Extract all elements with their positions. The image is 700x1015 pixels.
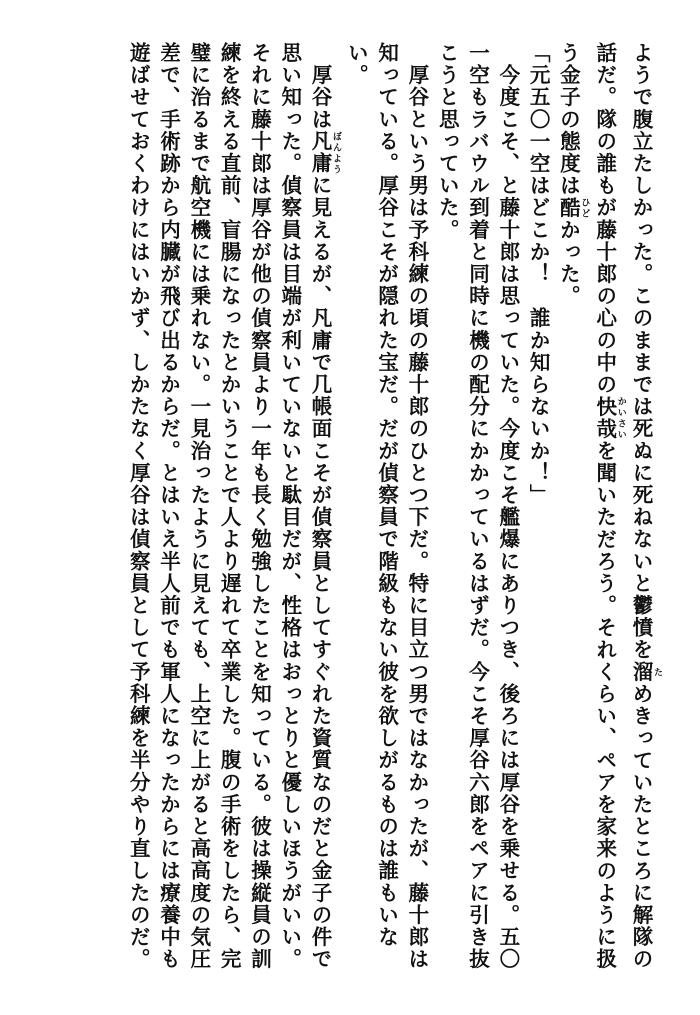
furigana-reading: ひど (579, 196, 590, 219)
text-line: 一空もラバウル到着と同時に機の配分にかかっているはずだ。今こそ厚谷六郎をペアに引き抜 (465, 42, 490, 971)
furigana-reading: かいさい (615, 395, 626, 440)
text-line: それに藤十郎は厚谷が他の偵察員より一年も長く勉強したことを知っている。彼は操縦員の訓 (247, 42, 272, 971)
furigana-reading: ぼんよう (331, 130, 342, 175)
text-line: 練を終える直前、盲腸になったとかいうことで人より遅れて卒業した。腹の手術をしたら、完 (217, 42, 242, 971)
text-line: 話だ。隊の誰もが藤十郎の心の中の快哉 かいさいを聞いただろう。それくらい、ペアを家来のように扱 (592, 42, 626, 971)
text-line: 厚谷という男は予科練の頃の藤十郎のひとつ下だ。特に目立つ男ではなかったが、藤十郎は (404, 42, 429, 971)
text-line: 璧に治るまで航空機には乗れない。一見治ったように見えても、上空に上がると高高度の気圧 (186, 42, 211, 971)
text-line: 思い知った。偵察員は目端が利いていないと駄目だが、性格はおっとりと優しいほうがいい。 (277, 42, 302, 971)
text-line: い。 (344, 42, 369, 87)
furigana-word: 溜 た (629, 660, 662, 683)
text-line: ようで腹立たしかった。このままでは死ぬに死ねないと鬱憤を溜 ためきっていたところに解隊の (629, 42, 662, 971)
text-line: 今度こそ、と藤十郎は思っていた。今度こそ艦爆にありつき、後ろには厚谷を乗せる。五〇 (495, 42, 520, 971)
text-line: 「元五〇一空はどこか！ 誰か知らないか！」 (526, 42, 551, 507)
text-line: 厚谷は凡庸 ぼんように見えるが、凡庸で几帳面こそが偵察員としてすぐれた資質なのだと金子の件で (308, 42, 342, 971)
vertical-text-block (123, 42, 662, 982)
furigana-word: 酷 ひど (556, 196, 590, 219)
furigana-reading: た (652, 660, 662, 683)
text-line: 知っている。厚谷こそが隠れた宝だ。だが偵察員で階級もない彼を欲しがるものは誰もいな (374, 42, 399, 949)
text-line: 遊ばせておくわけにはいかず、しかたなく厚谷は偵察員として予科練を半分やり直したのだ。 (126, 42, 151, 971)
text-line: こうと思っていた。 (435, 42, 460, 241)
text-line: う金子の態度は酷 ひどかった。 (556, 42, 590, 308)
text-line: 差で、手術跡から内臓が飛び出るからだ。とはいえ半人前でも軍人になったからには療養中も (156, 42, 181, 971)
furigana-word: 快哉 かいさい (592, 395, 626, 440)
furigana-word: 凡庸 ぼんよう (308, 130, 342, 175)
